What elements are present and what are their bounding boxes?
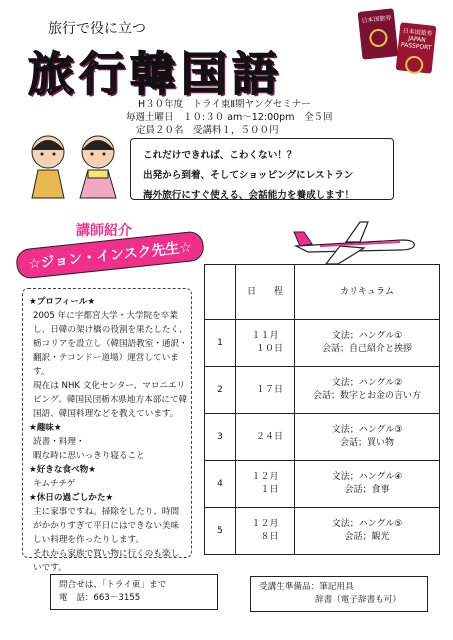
session-date [236,508,295,555]
conversation: 会話；観光 [344,532,390,542]
passport-text: 日本国旅券 [361,14,392,25]
profile-line: 国語、韓国料理などを教えています。 [33,409,179,419]
day: １日 [251,485,279,495]
teacher-name-banner: ☆ジョン・インスク先生☆ [15,230,205,279]
page-title: 旅行韓国語 [28,47,283,101]
table-row [205,320,440,367]
intro-line: 出発から到着、そしてショッピングにレストラン [143,170,354,181]
intro-line: 海外旅行にすぐ使える、会話能力を養成します！ [143,190,355,201]
seminar-schedule: 毎週土曜日 １０:３０ am～12:00pm 全５回 [126,112,333,123]
month: １２月 [251,472,279,482]
session-date [236,320,295,367]
food-line: キムチチゲ [33,479,76,489]
table-row [205,367,440,414]
grammar: 文法；ハングル④ [331,472,403,482]
section-heading: 講師紹介 [76,223,132,239]
session-number: 2 [205,367,236,414]
conversation: 会話；数字とお金の言い方 [312,391,421,401]
grammar: 文法；ハングル⑤ [331,519,403,529]
seminar-fee: 定員２０名 受講料１，５００円 [136,125,279,136]
session-number: 1 [205,320,236,367]
profile-line: 栃コリアを設立し（韓国語教室・通訳・ [33,339,188,349]
chrysanthemum-seal-icon [369,28,389,48]
holiday-line: それから家族で買い物に行くのも楽し [33,549,180,559]
conversation: 会話；自己紹介と挨拶 [321,344,412,354]
day: １０日 [246,344,283,354]
holiday-line: しい料理を作ったりします。 [33,535,145,545]
session-date [236,414,295,461]
holiday-line: 主に家事ですね。掃除をしたり、時間 [33,507,180,517]
holiday-line: いです。 [33,563,67,573]
contact-box [50,574,218,610]
grammar: 文法；ハングル② [331,378,403,388]
korean-children-illustration [18,128,128,200]
session-number: 5 [205,508,236,555]
hobby-heading: ★趣味★ [29,423,62,433]
table-row [205,414,440,461]
chrysanthemum-seal-icon [404,55,424,75]
holiday-heading: ★休日の過ごしかた★ [29,493,114,503]
table-header-row [205,265,440,320]
passport-icon [358,8,399,60]
month: １１月 [251,331,279,341]
session-curriculum [295,367,440,414]
hobby-line: 暇な時に思いっきり寝ること [33,451,145,461]
month: １２月 [251,519,279,529]
contact-line: 問合せは、「トライ東」まで [59,580,167,590]
airplane-icon [290,218,420,266]
session-date [236,367,295,414]
holiday-line: がかかりすぎて平日にはできない美味 [33,521,180,531]
header-date: 日 程 [236,265,295,320]
event-subtitle: 旅行で役に立つ [48,21,146,37]
conversation: 会話；食事 [344,485,390,495]
seminar-name: H３０年度 トライ東Ⅱ期ヤングセミナー [138,99,311,110]
hobby-line: 読書・料理・ [33,437,85,447]
session-curriculum [295,461,440,508]
table-row [205,508,440,555]
passport-icon [396,22,437,74]
session-curriculum [295,320,440,367]
session-number: 3 [205,414,236,461]
profile-line: 現在は NHK 文化センター、マロニエリ [33,381,186,391]
day: １７日 [246,384,283,395]
food-heading: ★好きな食べ物★ [29,465,96,475]
profile-heading: ★プロフィール★ [29,297,96,307]
table-row [205,461,440,508]
profile-line: 2005 年に宇都宮大学・大学院を卒業 [33,311,178,321]
session-date [236,461,295,508]
header-number [205,265,236,320]
supplies-box [250,576,428,612]
session-curriculum [295,414,440,461]
teacher-profile-box [22,288,192,573]
phone-number: 電 話：663－3155 [59,593,141,603]
supplies-line: 辞書（電子辞書も可） [315,595,401,605]
profile-line: ビング、韓国民団栃木県地方本部にて韓 [33,395,188,405]
session-curriculum [295,508,440,555]
profile-line: 翻訳・テコンドー道場）運営しています。 [33,353,179,377]
header-curriculum: カリキュラム [295,265,440,320]
schedule-table [204,264,440,555]
conversation: 会話；買い物 [339,438,394,448]
profile-line: し、日韓の架け橋の役割を果たしたく、 [33,325,188,335]
session-number: 4 [205,461,236,508]
passport-text: 日本国旅券 JAPAN PASSPORT [400,27,433,52]
day: ２４日 [246,431,283,442]
supplies-line: 受講生準備品：筆記用具 [259,582,354,592]
grammar: 文法；ハングル③ [331,425,403,435]
grammar: 文法；ハングル① [331,331,403,341]
intro-scroll [130,138,394,200]
day: ８日 [251,532,279,542]
intro-line: これだけできれば、こわくない！？ [143,150,297,161]
